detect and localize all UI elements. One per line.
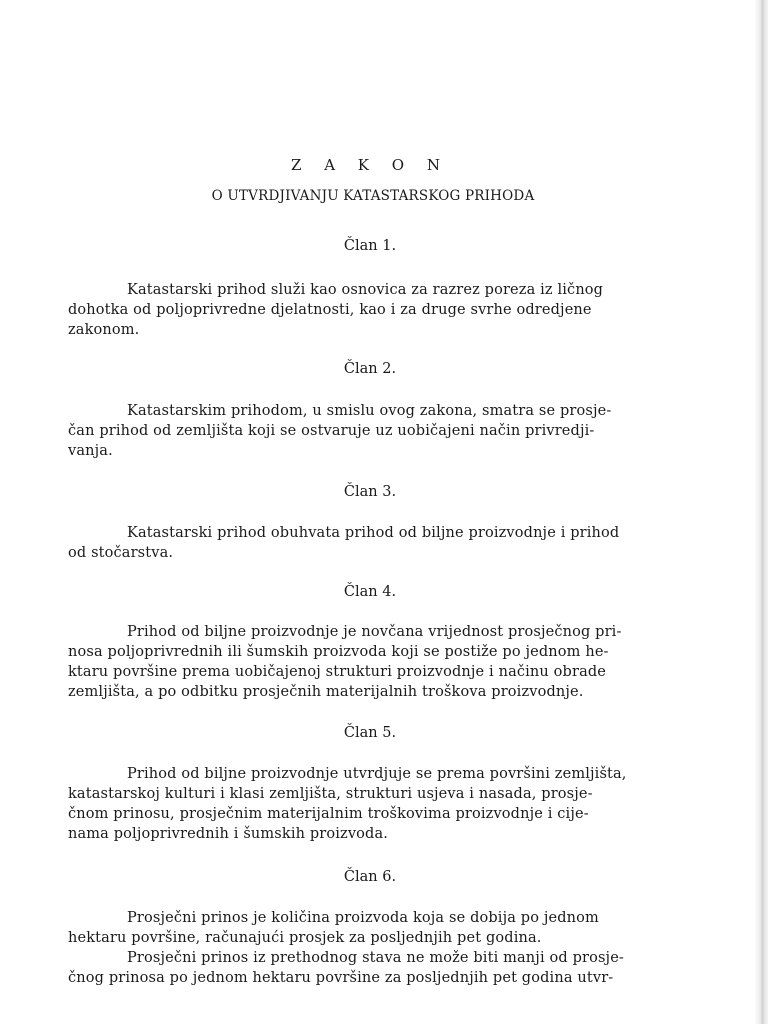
article-4-line-4: zemljišta, a po odbitku prosječnih materijalnih troškova proizvodnje. [68,684,584,700]
article-3-line-1: Katastarski prihod obuhvata prihod od biljne proizvodnje i prihod [127,525,620,541]
article-body-4 [68,622,682,702]
article-6-line-4: čnog prinosa po jednom hektaru površine za posljednjih pet godina utvr- [68,970,614,986]
article-5-line-3: čnom prinosu, prosječnim materijalnim troškovima proizvodnje i cije- [68,806,589,822]
article-1-line-3: zakonom. [68,322,140,338]
article-3-line-2: od stočarstva. [68,545,174,561]
article-4-line-2: nosa poljoprivrednih ili šumskih proizvoda koji se postiže po jednom he- [68,644,609,660]
article-2-line-3: vanja. [68,443,113,459]
article-5-line-1: Prihod od biljne proizvodnje utvrdjuje se prema površini zemljišta, [127,766,627,782]
page-edge-shadow [754,0,768,1024]
article-4-line-1: Prihod od biljne proizvodnje je novčana vrijednost prosječnog pri- [127,624,622,640]
article-heading-2: Član 2. [343,361,397,377]
article-5-line-4: nama poljoprivrednih i šumskih proizvoda. [68,826,389,842]
article-2-line-2: čan prihod od zemljišta koji se ostvaruje uz uobičajeni način privredji- [68,423,595,439]
article-1-line-1: Katastarski prihod služi kao osnovica za razrez poreza iz ličnog [127,282,604,298]
article-heading-1: Član 1. [343,238,397,254]
article-body-3 [68,523,682,563]
article-heading-3: Član 3. [343,484,397,500]
article-1-line-2: dohotka od poljoprivredne djelatnosti, kao i za druge svrhe odredjene [68,302,592,318]
article-6-line-3: Prosječni prinos iz prethodnog stava ne može biti manji od prosje- [127,950,624,966]
article-body-6 [68,908,682,988]
article-body-2 [68,401,682,461]
document-title: Z A K O N [291,156,449,174]
article-6-line-2: hektaru površine, računajući prosjek za posljednjih pet godina. [68,930,542,946]
article-5-line-2: katastarskoj kulturi i klasi zemljišta, strukturi usjeva i nasada, prosje- [68,786,593,802]
article-heading-4: Član 4. [343,584,397,600]
article-2-line-1: Katastarskim prihodom, u smislu ovog zakona, smatra se prosje- [127,403,612,419]
article-4-line-3: ktaru površine prema uobičajenoj strukturi proizvodnje i načinu obrade [68,664,607,680]
article-heading-5: Član 5. [343,725,397,741]
article-heading-6: Član 6. [343,869,397,885]
document-subtitle: O UTVRDJIVANJU KATASTARSKOG PRIHODA [211,188,535,204]
article-body-5 [68,764,682,844]
article-6-line-1: Prosječni prinos je količina proizvoda koja se dobija po jednom [127,910,599,926]
article-body-1 [68,280,682,340]
